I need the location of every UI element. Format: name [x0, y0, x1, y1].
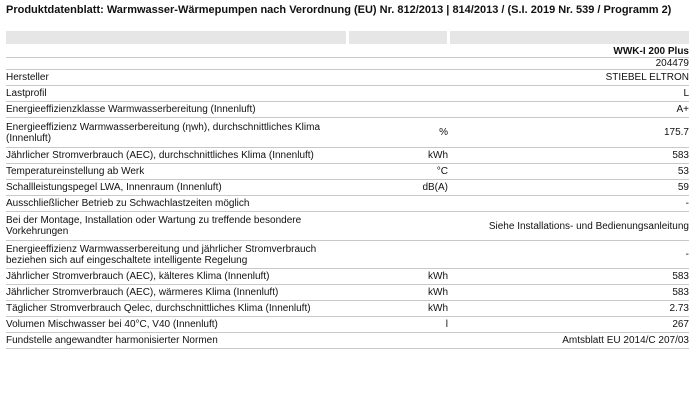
row-value: 2.73 [669, 303, 689, 314]
row-value: 267 [672, 319, 689, 330]
header-bar-value-column [450, 31, 689, 44]
row-unit [349, 196, 450, 211]
row-label: Jährlicher Stromverbrauch (AEC), durchschnittliches Klima (Innenluft) [6, 150, 314, 161]
article-number: 204479 [655, 58, 689, 69]
row-unit [349, 86, 450, 101]
row-value: 583 [672, 150, 689, 161]
row-value: A+ [676, 104, 689, 115]
row-unit [349, 70, 450, 85]
row-label: Ausschließlicher Betrieb zu Schwachlastzeiten möglich [6, 198, 250, 209]
row-label: Schallleistungspegel LWA, Innenraum (Innenluft) [6, 182, 222, 193]
row-unit: l [445, 319, 448, 330]
table-row [6, 285, 689, 301]
header-bar-unit-column [349, 31, 447, 44]
table-row [6, 118, 689, 148]
table-row [6, 180, 689, 196]
row-unit: °C [436, 166, 448, 177]
table-row [6, 148, 689, 164]
row-label: Fundstelle angewandter harmonisierter Normen [6, 335, 218, 346]
row-value: Siehe Installations- und Bedienungsanleitung [488, 220, 689, 232]
table-row [6, 269, 689, 285]
table-row [6, 164, 689, 180]
table-row [6, 86, 689, 102]
row-label: Energieeffizienzklasse Warmwasserbereitung (Innenluft) [6, 104, 256, 115]
row-unit: kWh [428, 303, 448, 314]
row-label: Täglicher Stromverbrauch Qelec, durchschnittliches Klima (Innenluft) [6, 303, 311, 314]
table-row [6, 317, 689, 333]
row-label: Volumen Mischwasser bei 40°C, V40 (Innenluft) [6, 319, 218, 330]
table-row [6, 212, 689, 241]
row-unit [349, 241, 450, 268]
table-row [6, 241, 689, 269]
page-title: Produktdatenblatt: Warmwasser-Wärmepumpen nach Verordnung (EU) Nr. 812/2013 | 814/2013 / (S.I. 2019 Nr. 539 / Programm 2) [6, 4, 672, 16]
article-number-label-cell [6, 58, 349, 69]
table-row [6, 333, 689, 349]
table-row [6, 102, 689, 118]
row-unit [349, 333, 450, 348]
article-number-unit-cell [349, 58, 450, 69]
row-unit: kWh [428, 287, 448, 298]
model-unit-cell [349, 46, 450, 57]
row-value: STIEBEL ELTRON [605, 72, 689, 83]
row-label: Temperatureinstellung ab Werk [6, 166, 145, 177]
model-label-cell [6, 46, 349, 57]
row-value: 175.7 [663, 127, 689, 138]
row-value: 583 [672, 271, 689, 282]
row-unit: % [439, 127, 448, 138]
row-value: L [683, 88, 689, 99]
row-unit [349, 102, 450, 117]
article-number-row [6, 58, 689, 70]
row-unit: kWh [428, 271, 448, 282]
row-unit: dB(A) [422, 182, 448, 193]
row-label: Jährlicher Stromverbrauch (AEC), wärmeres Klima (Innenluft) [6, 287, 279, 298]
table-row [6, 70, 689, 86]
row-value: - [685, 249, 689, 260]
row-value: 59 [677, 182, 689, 193]
row-label: Hersteller [6, 72, 49, 83]
table-row [6, 196, 689, 212]
data-table [6, 46, 689, 349]
row-value: - [685, 198, 689, 209]
row-label: Bei der Montage, Installation oder Wartung zu treffende besondere Vorkehrungen [6, 215, 302, 237]
row-label: Jährlicher Stromverbrauch (AEC), kälteres Klima (Innenluft) [6, 271, 270, 282]
model-name: WWK-I 200 Plus [613, 46, 689, 57]
row-unit: kWh [428, 150, 448, 161]
row-value: 583 [672, 287, 689, 298]
row-label: Energieeffizienz Warmwasserbereitung und jährlicher Stromverbrauch beziehen sich auf eingeschaltete intelligente Regelung [6, 243, 317, 266]
row-unit [349, 212, 450, 240]
row-label: Lastprofil [6, 88, 47, 99]
model-row [6, 46, 689, 58]
header-bar-label-column [6, 31, 346, 44]
row-value: Amtsblatt EU 2014/C 207/03 [562, 335, 689, 346]
table-row [6, 301, 689, 317]
row-label: Energieeffizienz Warmwasserbereitung (ηwh), durchschnittliches Klima (Innenluft) [6, 121, 321, 144]
row-value: 53 [677, 166, 689, 177]
